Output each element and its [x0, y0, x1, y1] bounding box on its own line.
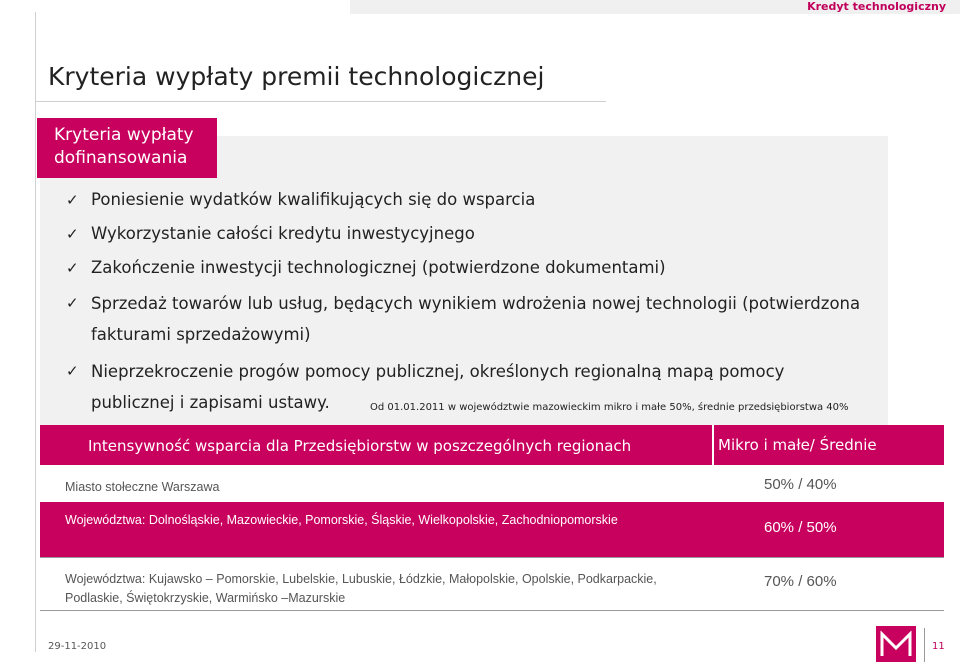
criteria-box	[37, 118, 217, 178]
region-label: Województwa: Kujawsko – Pomorskie, Lubelskie, Lubuskie, Łódzkie, Małopolskie, Opolskie, Podkarpackie, Podlaskie, Świętokrzyskie, Warmińsko –Mazurskie	[65, 572, 657, 605]
list-item	[66, 220, 866, 248]
list-item	[66, 288, 866, 350]
list-item-text: Zakończenie inwestycji technologicznej (potwierdzone dokumentami)	[91, 258, 666, 277]
region-label: Miasto stołeczne Warszawa	[65, 480, 220, 494]
check-icon: ✓	[66, 294, 79, 312]
page-number: 11	[932, 641, 945, 652]
intensity-value: 60% / 50%	[764, 519, 837, 536]
slide-title: Kryteria wypłaty premii technologicznej	[48, 62, 545, 91]
table-row	[40, 559, 944, 611]
brand-label: Kredyt technologiczny	[807, 0, 946, 13]
intensity-value: 70% / 60%	[764, 573, 837, 590]
list-item-text: Sprzedaż towarów lub usług, będących wynikiem wdrożenia nowej technologii (potwierdzona fakturami sprzedażowymi)	[91, 294, 861, 344]
table-row	[40, 502, 944, 557]
table-header-left: Intensywność wsparcia dla Przedsiębiorstw w poszczególnych regionach	[88, 437, 632, 455]
list-item-text: Wykorzystanie całości kredytu inwestycyjnego	[91, 224, 475, 243]
top-bar	[350, 0, 960, 14]
table-row	[40, 468, 944, 504]
page-divider	[924, 628, 925, 662]
check-icon: ✓	[66, 191, 79, 209]
criteria-list	[66, 186, 866, 424]
check-icon: ✓	[66, 259, 79, 277]
region-label: Województwa: Dolnośląskie, Mazowieckie, Pomorskie, Śląskie, Wielkopolskie, Zachodniopomorskie	[65, 513, 618, 527]
list-item	[66, 186, 866, 214]
title-divider	[36, 101, 606, 102]
list-item-text: Poniesienie wydatków kwalifikujących się do wsparcia	[91, 190, 536, 209]
left-divider	[35, 12, 36, 652]
m-logo-glyph	[876, 626, 916, 662]
check-icon: ✓	[66, 362, 79, 380]
list-item	[66, 254, 866, 282]
intensity-value: 50% / 40%	[764, 476, 837, 493]
table-header	[40, 425, 944, 465]
row-divider	[40, 610, 944, 611]
m-logo-icon	[876, 626, 916, 662]
row-divider	[40, 557, 944, 558]
check-icon: ✓	[66, 225, 79, 243]
table-header-right: Mikro i małe/ Średnie	[718, 436, 877, 454]
criteria-box-label: Kryteria wypłaty dofinansowania	[54, 125, 194, 168]
header-separator	[712, 425, 714, 465]
footnote: Od 01.01.2011 w województwie mazowieckim mikro i małe 50%, średnie przedsiębiorstwa 40%	[370, 402, 849, 413]
list-item-text: Nieprzekroczenie progów pomocy publicznej, określonych regionalną mapą pomocy publicznej i zapisami ustawy.	[91, 362, 785, 412]
footer-date: 29-11-2010	[48, 641, 107, 652]
